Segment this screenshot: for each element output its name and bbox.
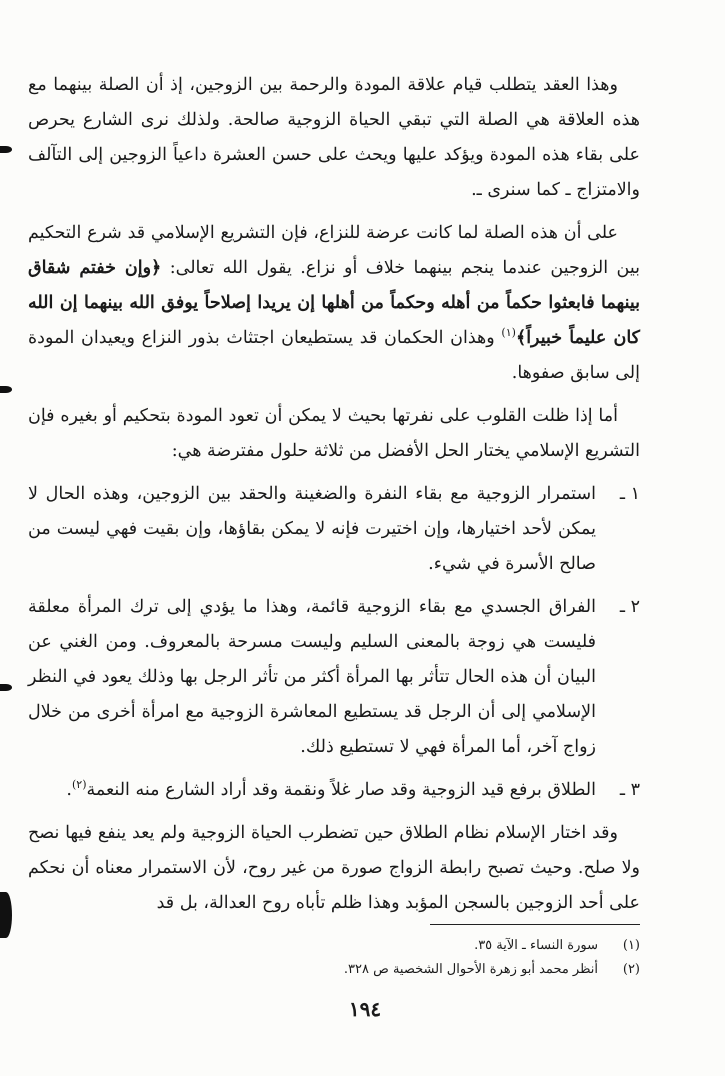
main-text: [28, 68, 640, 929]
list-item-2: [28, 590, 640, 765]
margin-mark: [0, 684, 12, 691]
paragraph-1: وهذا العقد يتطلب قيام علاقة المودة والرحمة بين الزوجين، إذ أن الصلة بينهما مع هذه العلاقة هي الصلة التي تبقي الحياة الزوجية صالحة. ولذلك نرى الشارع يحرص على بقاء هذه المودة ويؤكد عليها ويحث على حسن العشرة داعياً الزوجين إلى التآلف والامتزاج ـ كما سنرى ـ.: [28, 75, 640, 200]
quran-verse: ﴿وإن خفتم شقاق بينهما فابعثوا حكماً من أهله وحكماً من أهلها إن يريدا إصلاحاً يوفق الله بينهما إن الله كان عليماً خبيراً﴾: [28, 258, 640, 348]
list-number: ١ ـ: [619, 484, 640, 504]
footnote-divider: [430, 924, 640, 925]
footnote-ref-1[interactable]: (١): [501, 326, 516, 340]
footnote-text: أنظر محمد أبو زهرة الأحوال الشخصية ص ٣٢٨.: [343, 962, 598, 977]
list-item-text: استمرار الزوجية مع بقاء النفرة والضغينة والحقد بين الزوجين، وهذه الحال لا يمكن لأحد اختيارها، وإن اختيرت فإنه لا يمكن بقاؤها، وإن بقيت فهي ليست من صالح الأسرة في شيء.: [28, 484, 596, 574]
footnote-number: (١): [622, 938, 640, 953]
list-item-1: [28, 477, 640, 582]
list-number: ٣ ـ: [619, 780, 640, 800]
paragraph-4: وقد اختار الإسلام نظام الطلاق حين تضطرب الحياة الزوجية ولم يعد ينفع فيها نصح ولا صلح. وحيث تصبح رابطة الزواج صورة من غير روح، لأن الاستمرار معناه أن نحكم على أحد الزوجين بالسجن المؤبد وهذا ظلم تأباه روح العدالة، بل قد: [28, 823, 640, 913]
paragraph-2: [28, 216, 640, 391]
footnote-number: (٢): [622, 962, 640, 977]
footnotes: [150, 934, 640, 982]
paragraph-2-intro: على أن هذه الصلة لما كانت عرضة للنزاع، فإن التشريع الإسلامي قد شرع التحكيم بين الزوجين عندما ينجم بينهما خلاف أو نزاع. يقول الله تعالى:: [28, 223, 640, 278]
paragraph-3: أما إذا ظلت القلوب على نفرتها بحيث لا يمكن أن تعود المودة بتحكيم أو بغيره فإن التشريع الإسلامي يختار الحل الأفضل من ثلاثة حلول مفترضة هي:: [28, 406, 640, 461]
page-number: ١٩٤: [348, 997, 382, 1021]
footnote-text: سورة النساء ـ الآية ٣٥.: [474, 938, 598, 953]
list-item-text: الفراق الجسدي مع بقاء الزوجية قائمة، وهذا ما يؤدي إلى ترك المرأة معلقة فليست هي زوجة بالمعنى السليم وليست مسرحة بالمعروف. ومن الغني عن البيان أن هذه الحال تتأثر بها المرأة أكثر من تأثر الرجل بها وذلك يعود في النظر الإسلامي إلى أن الرجل قد يستطيع المعاشرة الزوجية مع امرأة أخرى من خلال زواج آخر، أما المرأة فهي لا تستطيع ذلك.: [28, 597, 596, 757]
margin-mark: [0, 146, 12, 153]
list-number: ٢ ـ: [619, 597, 640, 617]
margin-mark: [0, 892, 12, 938]
list-item-3: ٣ ـ الطلاق برفع قيد الزوجية وقد صار غلاً ونقمة وقد أراد الشارع منه النعمة$^{(٢)}$.: [28, 773, 640, 808]
margin-mark: [0, 386, 12, 393]
paragraph-2-rest: وهذان الحكمان قد يستطيعان اجتثاث بذور النزاع ويعيدان المودة إلى سابق صفوها.: [28, 328, 640, 383]
footnote-ref-2[interactable]: (٢): [71, 778, 87, 792]
footnote-2: [150, 958, 640, 982]
footnote-1: [150, 934, 640, 958]
list-item-text: الطلاق برفع قيد الزوجية وقد صار غلاً ونقمة وقد أراد الشارع منه النعمة: [86, 780, 596, 800]
